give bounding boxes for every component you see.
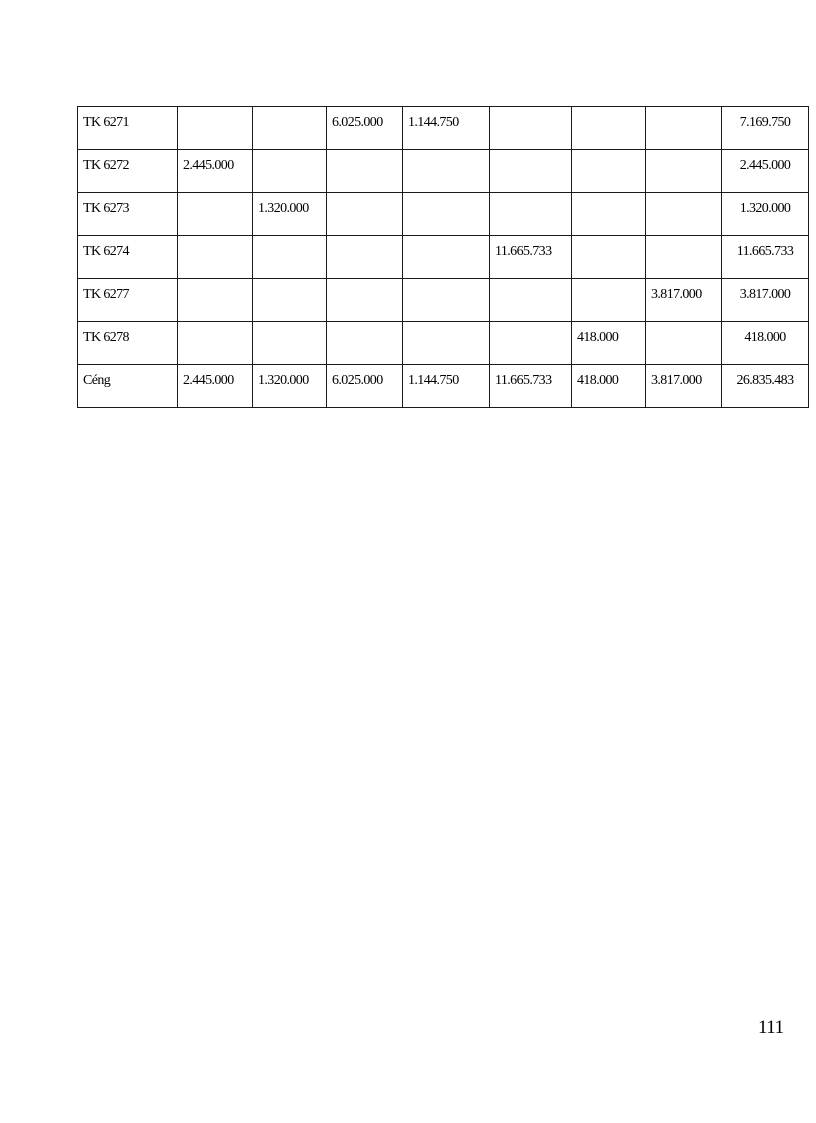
value-cell: 418.000 [572, 322, 646, 365]
value-cell [490, 193, 572, 236]
value-cell [646, 236, 722, 279]
table-row [78, 322, 809, 365]
value-cell: 3.817.000 [646, 365, 722, 408]
value-cell: 2.445.000 [178, 365, 253, 408]
value-cell [646, 107, 722, 150]
value-cell [490, 322, 572, 365]
value-cell [572, 279, 646, 322]
row-total-cell: 418.000 [722, 322, 809, 365]
value-cell [253, 150, 327, 193]
row-total-cell: 2.445.000 [722, 150, 809, 193]
value-cell [327, 236, 403, 279]
row-total-cell: 11.665.733 [722, 236, 809, 279]
value-cell [253, 322, 327, 365]
value-cell: 3.817.000 [646, 279, 722, 322]
value-cell [403, 279, 490, 322]
value-cell: 2.445.000 [178, 150, 253, 193]
account-cell: TK 6273 [78, 193, 178, 236]
value-cell: 11.665.733 [490, 236, 572, 279]
table-body [78, 107, 809, 408]
value-cell: 11.665.733 [490, 365, 572, 408]
account-cell: TK 6271 [78, 107, 178, 150]
value-cell [403, 193, 490, 236]
table-row [78, 107, 809, 150]
value-cell [327, 150, 403, 193]
value-cell [327, 279, 403, 322]
account-cell: TK 6277 [78, 279, 178, 322]
value-cell: 1.320.000 [253, 193, 327, 236]
value-cell [178, 193, 253, 236]
table-row [78, 193, 809, 236]
value-cell [646, 193, 722, 236]
value-cell [572, 193, 646, 236]
account-cell: TK 6278 [78, 322, 178, 365]
account-cell: TK 6274 [78, 236, 178, 279]
row-total-cell: 1.320.000 [722, 193, 809, 236]
value-cell [327, 322, 403, 365]
value-cell [490, 279, 572, 322]
value-cell [403, 322, 490, 365]
value-cell [253, 279, 327, 322]
value-cell [490, 150, 572, 193]
value-cell [490, 107, 572, 150]
table-row [78, 236, 809, 279]
value-cell [572, 107, 646, 150]
value-cell [646, 150, 722, 193]
value-cell: 1.144.750 [403, 107, 490, 150]
value-cell [327, 193, 403, 236]
value-cell [253, 107, 327, 150]
value-cell [178, 279, 253, 322]
value-cell [572, 150, 646, 193]
value-cell [403, 236, 490, 279]
value-cell: 1.320.000 [253, 365, 327, 408]
account-cell: Céng [78, 365, 178, 408]
table-row [78, 150, 809, 193]
table-row [78, 365, 809, 408]
allocation-table [77, 106, 809, 408]
value-cell [253, 236, 327, 279]
account-cell: TK 6272 [78, 150, 178, 193]
value-cell: 6.025.000 [327, 365, 403, 408]
value-cell [178, 236, 253, 279]
value-cell: 6.025.000 [327, 107, 403, 150]
value-cell: 418.000 [572, 365, 646, 408]
value-cell [178, 107, 253, 150]
value-cell: 1.144.750 [403, 365, 490, 408]
value-cell [178, 322, 253, 365]
value-cell [403, 150, 490, 193]
page-number: 111 [758, 1017, 784, 1038]
row-total-cell: 7.169.750 [722, 107, 809, 150]
value-cell [646, 322, 722, 365]
row-total-cell: 3.817.000 [722, 279, 809, 322]
table-row [78, 279, 809, 322]
value-cell [572, 236, 646, 279]
row-total-cell: 26.835.483 [722, 365, 809, 408]
